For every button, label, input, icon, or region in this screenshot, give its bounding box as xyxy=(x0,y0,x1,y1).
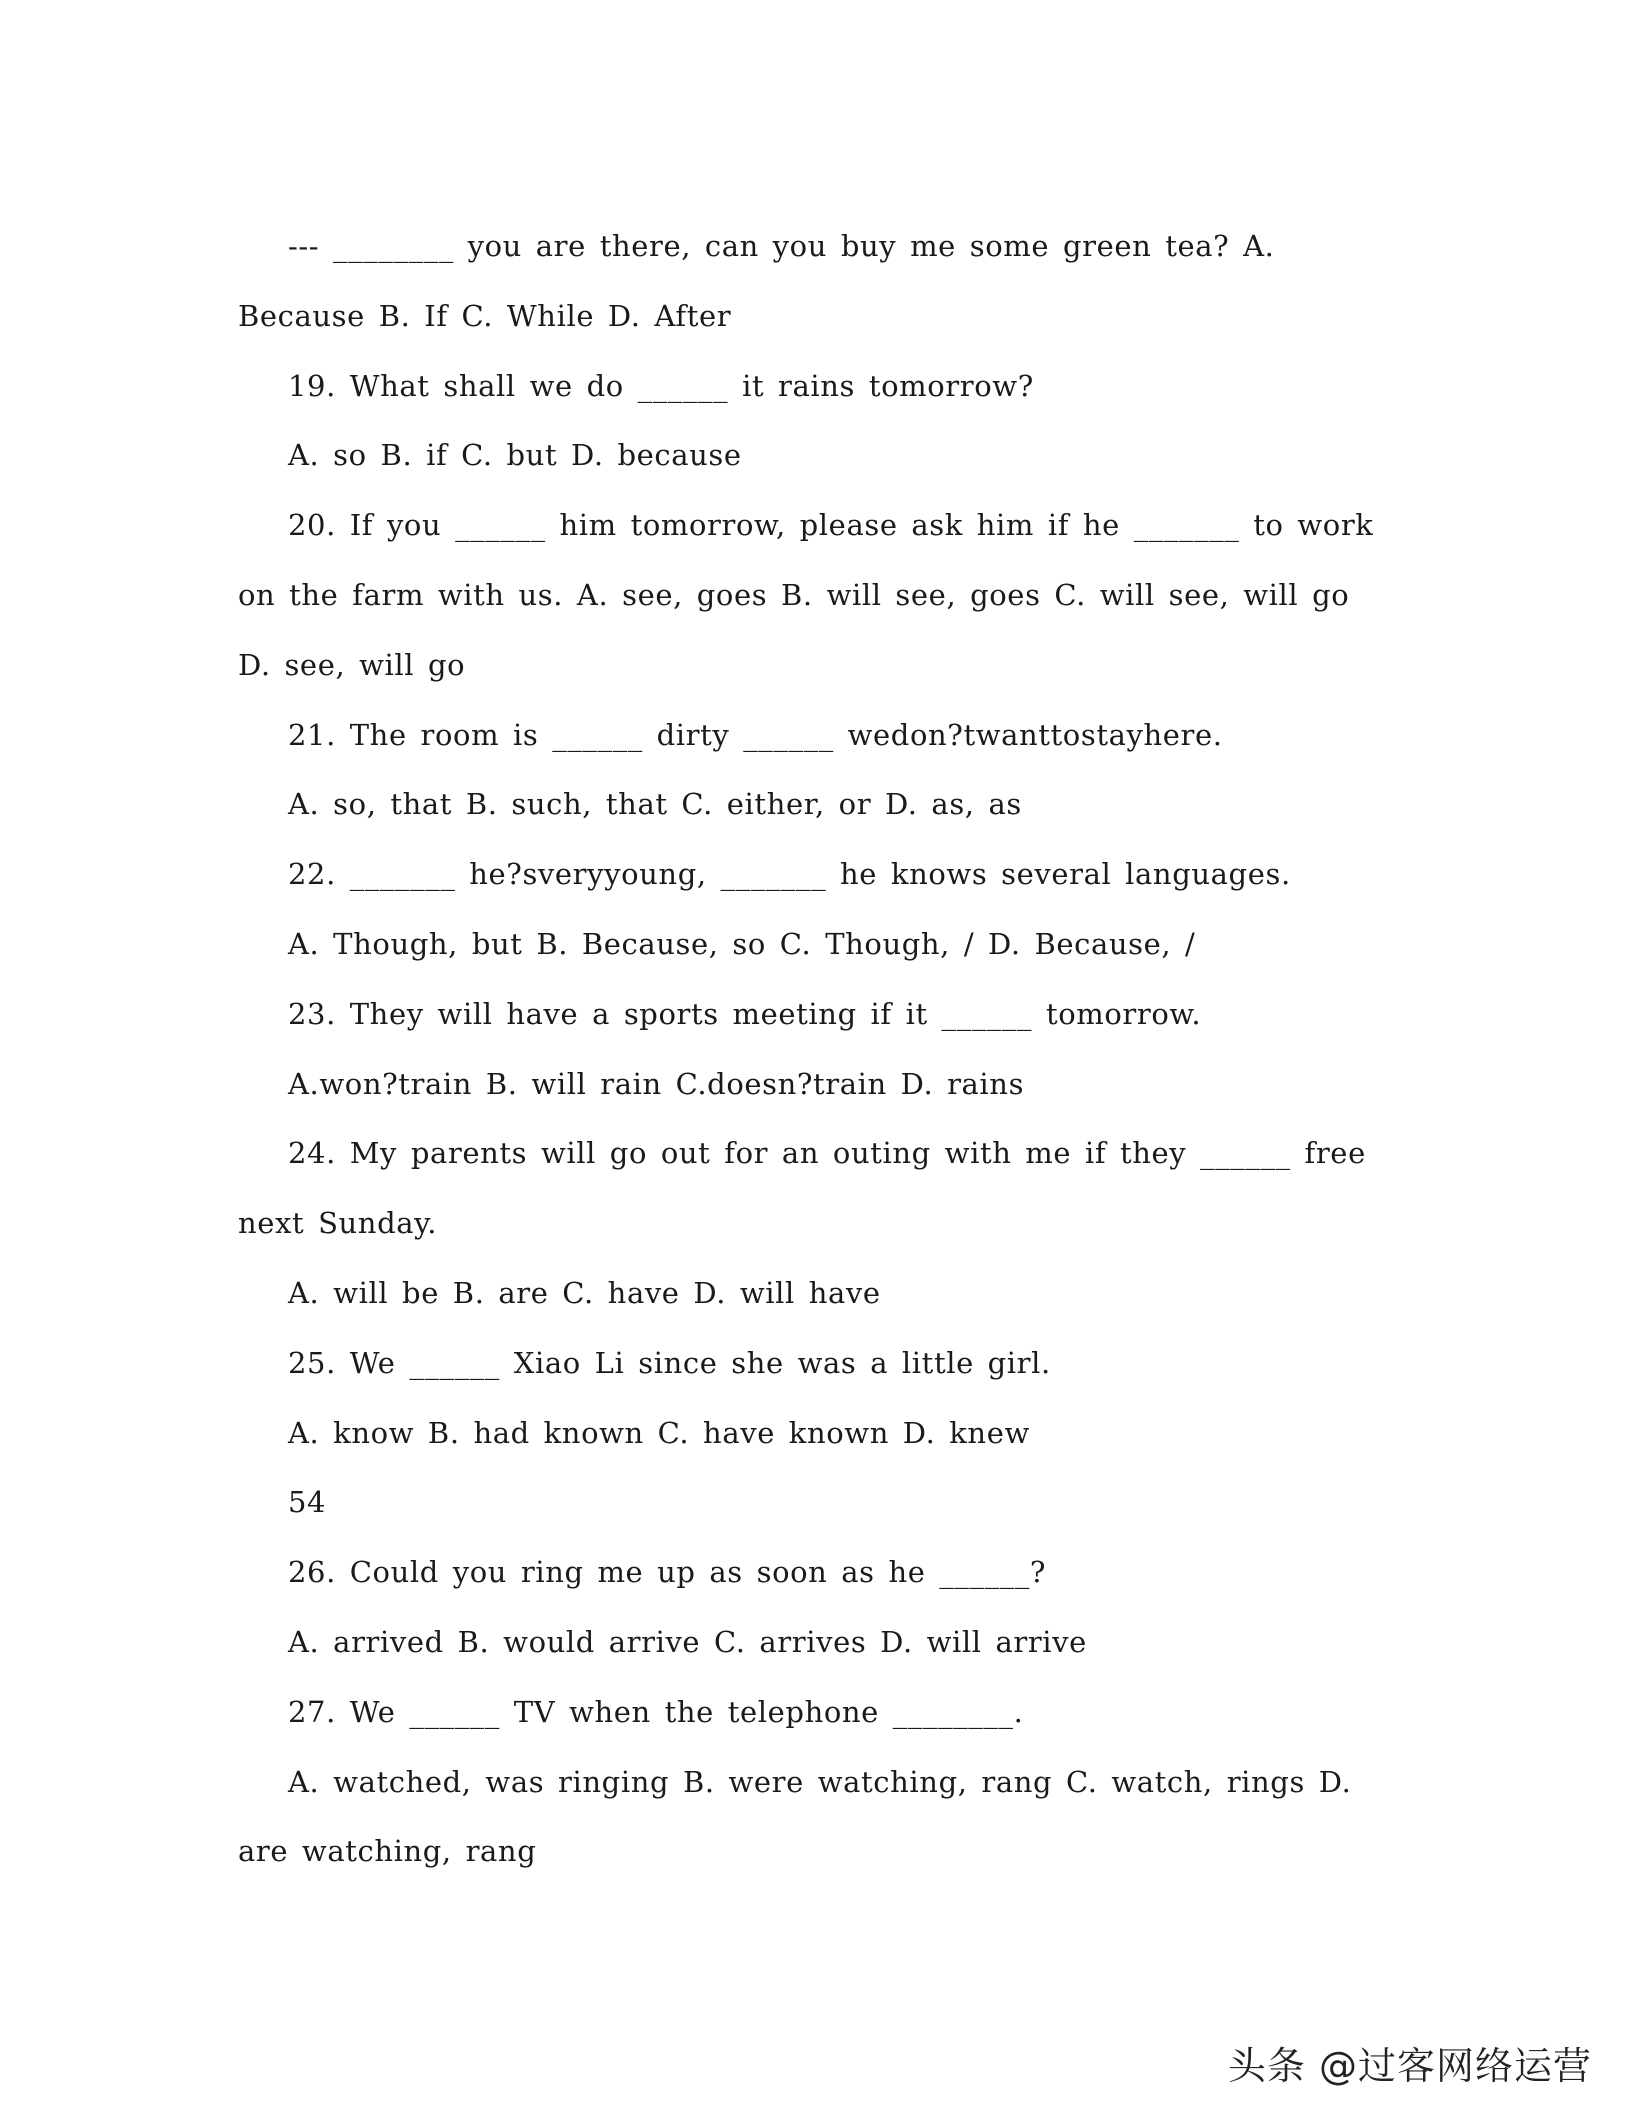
question-27: 27. We ______ TV when the telephone ________. xyxy=(288,1694,1024,1729)
question-25: 25. We ______ Xiao Li since she was a little girl. xyxy=(288,1345,1051,1380)
question-24: 24. My parents will go out for an outing with me if they ______ free xyxy=(288,1136,1366,1171)
options-27: A. watched, was ringing B. were watching, rang C. watch, rings D. xyxy=(288,1764,1352,1799)
options-25: A. know B. had known C. have known D. knew xyxy=(288,1415,1030,1450)
options-22: A. Though, but B. Because, so C. Though, / D. Because, / xyxy=(288,926,1196,961)
options-21: A. so, that B. such, that C. either, or D. as, as xyxy=(288,787,1022,822)
question-26: 26. Could you ring me up as soon as he ______? xyxy=(288,1555,1047,1590)
text-line: on the farm with us. A. see, goes B. will see, goes C. will see, will go xyxy=(238,577,1350,612)
text-line: --- ________ you are there, can you buy me some green tea? A. xyxy=(288,229,1275,263)
text-line: Because B. If C. While D. After xyxy=(238,298,732,333)
question-21: 21. The room is ______ dirty ______ wedon?twanttostayhere. xyxy=(288,717,1223,752)
question-20: 20. If you ______ him tomorrow, please ask him if he _______ to work xyxy=(288,508,1374,543)
text-line: next Sunday. xyxy=(238,1206,438,1241)
options-26: A. arrived B. would arrive C. arrives D. will arrive xyxy=(288,1624,1087,1659)
options-23: A.won?train B. will rain C.doesn?train D. rains xyxy=(288,1066,1025,1101)
options-24: A. will be B. are C. have D. will have xyxy=(288,1275,881,1310)
watermark: 头条 @过客网络运营 xyxy=(1227,2044,1592,2088)
options-19: A. so B. if C. but D. because xyxy=(288,438,742,473)
page-number: 54 xyxy=(288,1485,327,1520)
question-19: 19. What shall we do ______ it rains tomorrow? xyxy=(288,368,1034,403)
text-line: are watching, rang xyxy=(238,1834,537,1869)
exercise-text xyxy=(238,212,1418,1887)
text-line: D. see, will go xyxy=(238,647,466,682)
question-23: 23. They will have a sports meeting if it ______ tomorrow. xyxy=(288,996,1202,1031)
question-22: 22. _______ he?sveryyoung, _______ he knows several languages. xyxy=(288,857,1291,892)
